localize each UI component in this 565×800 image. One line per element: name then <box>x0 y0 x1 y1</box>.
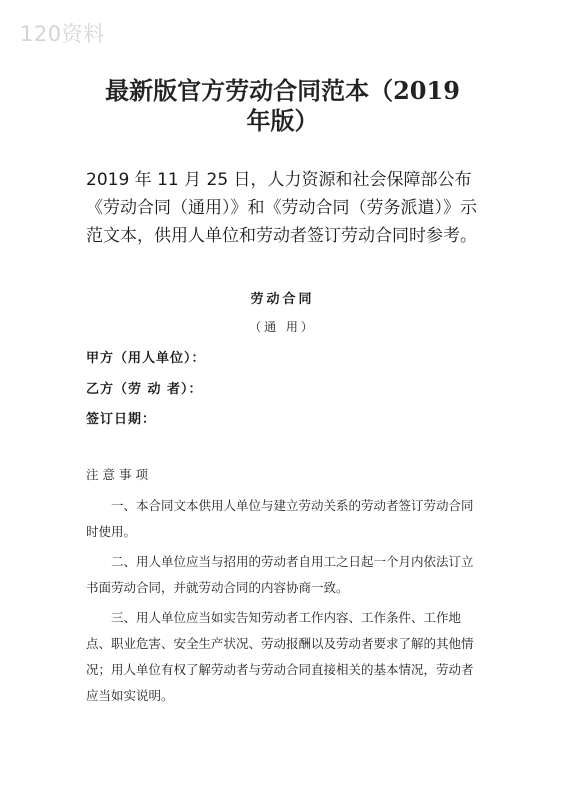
intro-paragraph: 2019 年 11 月 25 日，人力资源和社会保障部公布《劳动合同（通用）》和《劳动合同（劳务派遣）》示范文本，供用人单位和劳动者签订劳动合同时参考。 <box>86 170 477 246</box>
document-title: 最新版官方劳动合同范本（2019 年版） <box>105 76 460 135</box>
watermark: 120资料 <box>20 22 105 46</box>
party-a-field: 甲方（用人单位）： <box>86 351 206 366</box>
note-item-2: 二、用人单位应当与招用的劳动者自用工之日起一个月内依法订立书面劳动合同，并就劳动合同的内容协商一致。 <box>86 554 474 595</box>
party-b-field: 乙方（劳 动 者）： <box>86 382 203 397</box>
contract-title: 劳动合同 <box>250 292 315 307</box>
contract-subtitle: （通 用） <box>249 320 316 334</box>
notes-list <box>86 493 482 713</box>
notes-heading: 注意事项 <box>86 467 153 482</box>
note-item-1: 一、本合同文本供用人单位与建立劳动关系的劳动者签订劳动合同时使用。 <box>86 498 474 539</box>
note-item-3: 三、用人单位应当如实告知劳动者工作内容、工作条件、工作地点、职业危害、安全生产状况、劳动报酬以及劳动者要求了解的其他情况；用人单位有权了解劳动者与劳动合同直接相关的基本情况，劳动者应当如实说明。 <box>86 610 474 703</box>
sign-date-field: 签订日期： <box>86 412 157 427</box>
